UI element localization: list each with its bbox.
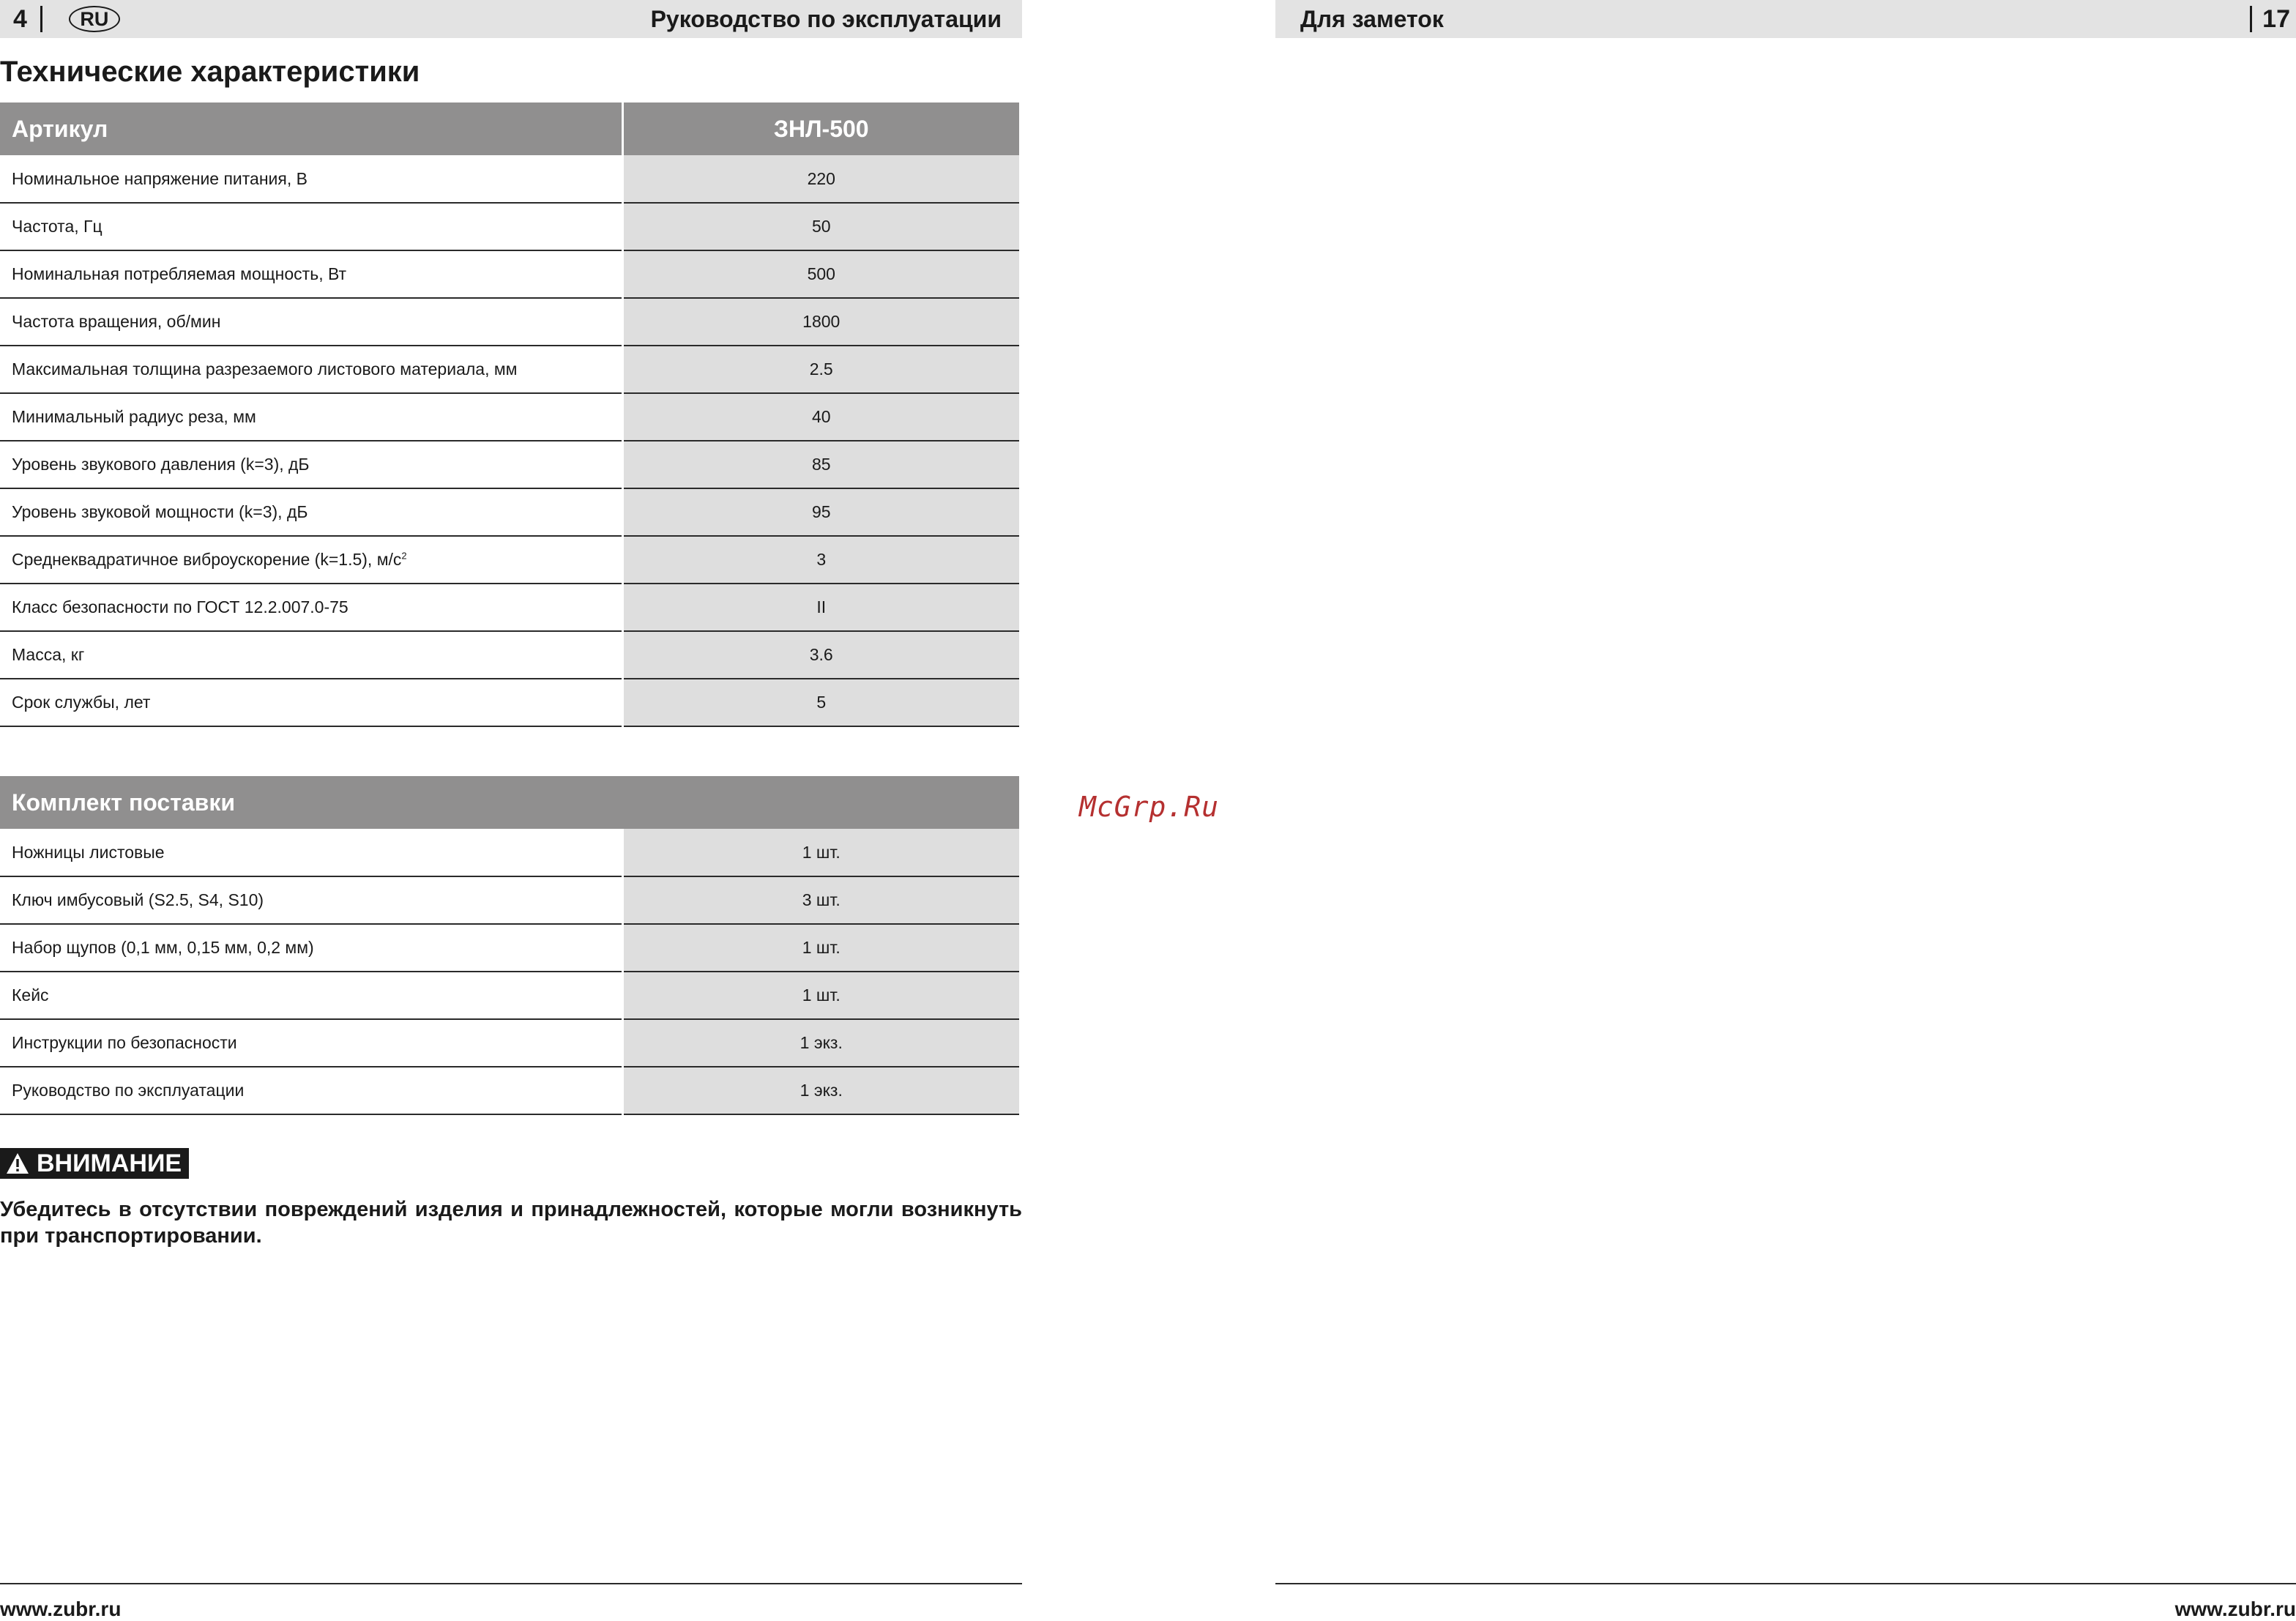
row-label-text: Среднеквадратичное виброускорение (k=1.5), м/с — [12, 550, 402, 569]
table-row — [0, 393, 1019, 441]
row-label: Номинальная потребляемая мощность, Вт — [0, 250, 622, 298]
header-cell-article: Артикул — [0, 103, 622, 155]
row-label: Набор щупов (0,1 мм, 0,15 мм, 0,2 мм) — [0, 924, 622, 972]
table-row — [0, 536, 1019, 584]
row-value: 1 шт. — [622, 924, 1019, 972]
table-row — [0, 876, 1019, 924]
superscript: 2 — [401, 550, 407, 562]
warning-text: Убедитесь в отсутствии повреждений изделия и принадлежностей, которые могли возникнуть при транспортировании. — [0, 1198, 1022, 1248]
warning-triangle-icon — [6, 1152, 29, 1174]
warning-label: ВНИМАНИЕ — [37, 1149, 182, 1177]
table-row — [0, 203, 1019, 250]
footer-divider — [1275, 1583, 2296, 1584]
row-value: 85 — [622, 441, 1019, 488]
row-value: 3.6 — [622, 631, 1019, 679]
table-row — [0, 488, 1019, 536]
table-row — [0, 631, 1019, 679]
spec-table — [0, 103, 1019, 727]
row-label: Кейс — [0, 972, 622, 1019]
warning-badge — [0, 1148, 189, 1179]
row-label: Ножницы листовые — [0, 829, 622, 876]
header-title: Руководство по эксплуатации — [650, 5, 1002, 32]
row-value: 40 — [622, 393, 1019, 441]
table-row — [0, 250, 1019, 298]
row-value: 1 шт. — [622, 829, 1019, 876]
left-page — [0, 0, 1022, 1620]
row-value: II — [622, 584, 1019, 631]
table-row — [0, 441, 1019, 488]
row-value: 1 экз. — [622, 1019, 1019, 1067]
kit-table — [0, 776, 1019, 1115]
table-row — [0, 924, 1019, 972]
warning-block — [0, 1148, 1022, 1249]
table-row — [0, 155, 1019, 203]
row-label: Класс безопасности по ГОСТ 12.2.007.0-75 — [0, 584, 622, 631]
footer-url[interactable]: www.zubr.ru — [0, 1598, 122, 1620]
page-header — [1275, 0, 2296, 38]
row-label: Руководство по эксплуатации — [0, 1067, 622, 1114]
table-header-row — [0, 103, 1019, 155]
header-divider — [2250, 6, 2252, 32]
row-value: 50 — [622, 203, 1019, 250]
table-row — [0, 298, 1019, 346]
row-label: Инструкции по безопасности — [0, 1019, 622, 1067]
table-row — [0, 1019, 1019, 1067]
row-label: Ключ имбусовый (S2.5, S4, S10) — [0, 876, 622, 924]
right-page — [1275, 0, 2296, 1620]
row-value: 220 — [622, 155, 1019, 203]
table-header-row — [0, 776, 1019, 829]
row-value: 5 — [622, 679, 1019, 726]
table-row — [0, 972, 1019, 1019]
header-title: Для заметок — [1300, 5, 1444, 32]
row-label: Масса, кг — [0, 631, 622, 679]
row-value: 3 — [622, 536, 1019, 584]
table-row — [0, 1067, 1019, 1114]
page-number: 17 — [2262, 4, 2290, 33]
row-value: 500 — [622, 250, 1019, 298]
row-value: 1 шт. — [622, 972, 1019, 1019]
footer-divider — [0, 1583, 1022, 1584]
table-row — [0, 829, 1019, 876]
kit-header: Комплект поставки — [0, 776, 1019, 829]
row-label: Уровень звуковой мощности (k=3), дБ — [0, 488, 622, 536]
row-label — [0, 536, 622, 584]
row-value: 3 шт. — [622, 876, 1019, 924]
row-value: 2.5 — [622, 346, 1019, 393]
row-label: Номинальное напряжение питания, В — [0, 155, 622, 203]
header-cell-model: ЗНЛ-500 — [622, 103, 1019, 155]
language-badge: RU — [69, 6, 120, 32]
section-title: Технические характеристики — [0, 56, 420, 88]
row-label: Частота, Гц — [0, 203, 622, 250]
row-label: Частота вращения, об/мин — [0, 298, 622, 346]
table-row — [0, 584, 1019, 631]
row-value: 95 — [622, 488, 1019, 536]
page-header — [0, 0, 1022, 38]
row-label: Уровень звукового давления (k=3), дБ — [0, 441, 622, 488]
row-label: Срок службы, лет — [0, 679, 622, 726]
watermark: McGrp.Ru — [1079, 791, 1220, 823]
table-row — [0, 679, 1019, 726]
row-value: 1800 — [622, 298, 1019, 346]
page-number: 4 — [13, 4, 27, 33]
footer-url[interactable]: www.zubr.ru — [2174, 1598, 2296, 1620]
table-row — [0, 346, 1019, 393]
row-label: Минимальный радиус реза, мм — [0, 393, 622, 441]
header-divider — [40, 6, 42, 32]
row-label: Максимальная толщина разрезаемого листового материала, мм — [0, 346, 622, 393]
row-value: 1 экз. — [622, 1067, 1019, 1114]
